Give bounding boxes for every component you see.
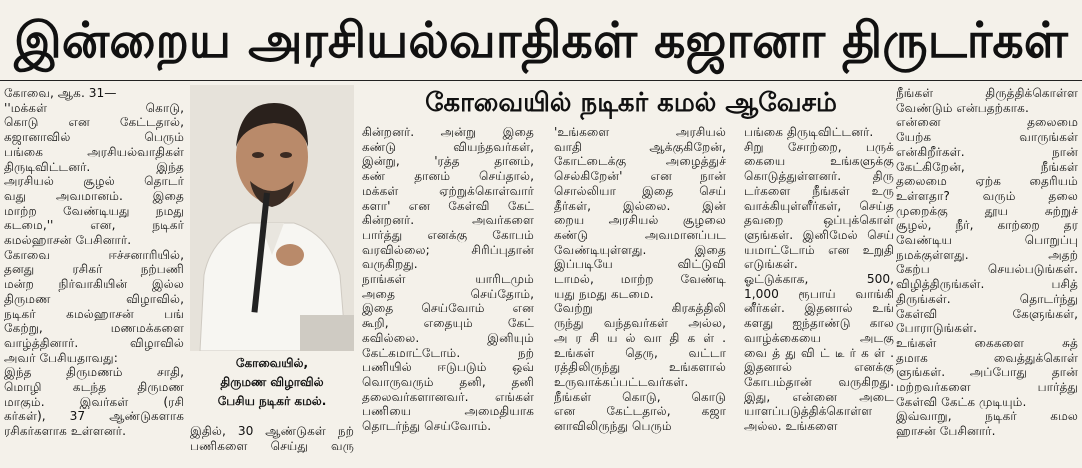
text-line: ளுங்கள். அப்போது தான் bbox=[896, 365, 1078, 380]
text-line: நமக்குள்ளது. அதற் bbox=[896, 247, 1078, 262]
text-line: உருவாக்கப்பட்டவர்கள். bbox=[554, 374, 689, 389]
text-line: அதை செய்தோம், bbox=[362, 286, 534, 301]
text-line: உங்கள் தெரு, வட்டா bbox=[554, 345, 726, 360]
text-line: மாற்ற வேண்டியது நமது bbox=[4, 203, 184, 218]
text-line: இப்படியே விட்டுவி bbox=[554, 257, 726, 272]
article-column-1 bbox=[4, 86, 184, 468]
text-line: என்கிறீர்கள். நான் bbox=[896, 144, 1078, 159]
text-line: றைய அரசியல் சூழலை bbox=[554, 213, 726, 228]
text-line: களா' என கேள்வி கேட் bbox=[362, 198, 534, 213]
text-line: விழித்திருங்கள். பசித் bbox=[896, 277, 1078, 292]
text-line: வாதி ஆக்குகிறேன், bbox=[554, 139, 726, 154]
text-line: மன்ற நிர்வாகியின் இல்ல bbox=[4, 277, 184, 292]
text-line: கோவை ஈச்சனாரியில், bbox=[4, 247, 184, 262]
text-line: தொடர்ந்து செய்வோம். bbox=[362, 419, 492, 434]
photo-caption-line-2: திருமண விழாவில் bbox=[220, 375, 324, 389]
photo-caption bbox=[190, 354, 354, 414]
text-line: நடிகர் கமல்ஹாசன் பங் bbox=[4, 306, 184, 321]
article-column-2 bbox=[362, 125, 534, 468]
text-line: பங்கை திருடிவிட்டனர். bbox=[744, 125, 874, 139]
text-line: மற்றவர்களை பார்த்து bbox=[896, 380, 1078, 395]
text-line: தவறை ஒப்புக்கொள் bbox=[744, 213, 894, 228]
text-line: னாவிலிருந்து பெரும் bbox=[554, 419, 672, 434]
text-line: ''மக்கள் கொடு, bbox=[4, 100, 184, 115]
text-line: வாழ்த்தினார். விழாவில் bbox=[4, 335, 184, 350]
text-line: நீங்கள் திருத்திக்கொள்ள bbox=[896, 86, 1078, 100]
text-line: எடுங்கள். bbox=[744, 257, 798, 272]
text-line: கஜானாவில் பெரும் bbox=[4, 130, 184, 145]
text-line: 1,000 ரூபாய் வாங்கி bbox=[744, 286, 894, 301]
text-line: தனது ரசிகர் நற்பணி bbox=[4, 262, 184, 277]
text-line: கொடு என கேட்டதால், bbox=[4, 115, 184, 130]
text-line: நீங்கள் கொடு, கொடு bbox=[554, 389, 726, 404]
text-line: பங்கை அரசியல்வாதிகள் bbox=[4, 144, 184, 159]
text-line: பணியை அமைதியாக bbox=[362, 404, 534, 419]
text-line: போராடுங்கள். bbox=[896, 321, 977, 336]
text-line: சொல்லியா இதை செய் bbox=[554, 183, 726, 198]
text-line: 'உங்களை அரசியல் bbox=[554, 125, 726, 139]
text-line: வேற்று கிரகத்திலி bbox=[554, 301, 726, 316]
text-line: நாங்கள் யாரிடமும் bbox=[362, 272, 534, 287]
text-line: கையை உங்களுக்கு bbox=[744, 154, 894, 169]
text-line: கொடுத்துள்ளனர். திரு bbox=[744, 169, 894, 184]
text-line: என கேட்டதால், கஜா bbox=[554, 404, 726, 419]
text-line: இந்த திருமணம் சாதி, bbox=[4, 365, 184, 380]
text-line: சிறு சோற்றை, பருக் bbox=[744, 139, 894, 154]
text-line: வது அவமானம். இதை bbox=[4, 188, 184, 203]
article-photo bbox=[190, 85, 354, 351]
text-line: திருமண விழாவில், bbox=[4, 291, 184, 306]
text-line: கண்டு அவமானப்பட bbox=[554, 227, 726, 242]
text-line: கின்றனர். அன்று இதை bbox=[362, 125, 534, 139]
text-line: மக்கள் ஏற்றுக்கொள்வார் bbox=[362, 183, 534, 198]
text-line: வாக்கியுள்ளீர்கள், செய்த bbox=[744, 198, 894, 213]
subheadline: கோவையில் நடிகர் கமல் ஆவேசம் bbox=[425, 88, 837, 118]
text-line: பார்த்து எனக்கு கோபம் bbox=[362, 227, 534, 242]
text-line: கேள்வி கேட்க முடியும். bbox=[896, 394, 1027, 409]
text-line: இதில், 30 ஆண்டுகள் நற் bbox=[190, 424, 354, 438]
text-line: பணிகளை செய்து வரு bbox=[190, 438, 354, 453]
text-line: கேட்கிறேன், நீங்கள் bbox=[896, 159, 1078, 174]
text-line: யேற்க வாருங்கள் bbox=[896, 130, 1078, 145]
text-line: கேள்வி கேளுங்கள், bbox=[896, 306, 1078, 321]
text-line: கின்றனர். அவர்களை bbox=[362, 213, 534, 228]
article-column-4 bbox=[744, 125, 894, 468]
headline: இன்றைய அரசியல்வாதிகள் கஜானா திருடர்கள் bbox=[14, 12, 1068, 69]
text-line: ரத்திலிருந்து உங்களால் bbox=[554, 360, 726, 375]
text-line: கமல்ஹாசன் பேசினார். bbox=[4, 233, 132, 248]
text-line: கண்டு வியந்தவர்கள், bbox=[362, 139, 534, 154]
text-line: டர்களை நீங்கள் உரு bbox=[744, 183, 894, 198]
text-line: தீர்கள், இல்லை. இன் bbox=[554, 198, 726, 213]
text-line: இது, என்னை அடை bbox=[744, 389, 894, 404]
text-line: வேண்டியுள்ளது. இதை bbox=[554, 242, 726, 257]
headline-rule bbox=[0, 80, 1082, 81]
text-line: தலைவர்களானவர். எங்கள் bbox=[362, 389, 534, 404]
text-line: யமாட்டோம் என உறுதி bbox=[744, 242, 894, 257]
text-line: ருந்து வந்தவர்கள் அல்ல, bbox=[554, 316, 726, 331]
text-line: மொழி கடந்த திருமண bbox=[4, 380, 184, 395]
text-line: இதை செய்வோம் என bbox=[362, 301, 534, 316]
text-line: னீர்கள். இதனால் உங் bbox=[744, 301, 894, 316]
text-line: கடமை,'' என, நடிகர் bbox=[4, 218, 184, 233]
text-line: வருகிறது. bbox=[362, 257, 418, 272]
photo-caption-line-3: பேசிய நடிகர் கமல். bbox=[217, 394, 327, 408]
text-line: ரசிகர்களாக உள்ளனர். bbox=[4, 424, 126, 439]
text-line: உள்ளதா? வரும் தலை bbox=[896, 188, 1078, 203]
article-column-1-continued bbox=[190, 424, 354, 468]
text-line: கோவை, ஆக. 31— bbox=[4, 86, 117, 100]
text-line: செல்கிறேன்' என நான் bbox=[554, 169, 726, 184]
text-line: வொருவரும் தனி, தனி bbox=[362, 374, 534, 389]
text-line: கூறி, எதையும் கேட் bbox=[362, 316, 534, 331]
text-line: வேண்டிய பொறுப்பு bbox=[896, 233, 1078, 248]
text-line: வை த் து வி ட் டீ ர் க ள் . bbox=[744, 345, 894, 360]
text-line: இதனால் எனக்கு bbox=[744, 360, 894, 375]
text-line: இன்று, 'ரத்த தானம், bbox=[362, 154, 534, 169]
text-line: ஹாசன் பேசினார். bbox=[896, 424, 996, 439]
text-line: யது நமது கடமை. bbox=[554, 286, 654, 301]
article-column-5 bbox=[896, 86, 1078, 468]
text-line: வாழ்க்கையை அடகு bbox=[744, 330, 894, 345]
text-line: யாளப்படுத்திக்கொள்ள bbox=[744, 404, 873, 419]
text-line: அ ர சி ய ல் வா தி க ள் . bbox=[554, 330, 726, 345]
text-line: தலைமை ஏற்க தைரியம் bbox=[896, 174, 1078, 189]
text-line: கேற்ப செயல்படுங்கள். bbox=[896, 262, 1078, 277]
text-line: தமாக வைத்துக்கொள் bbox=[896, 350, 1078, 365]
text-line: கேற்று, மணமக்களை bbox=[4, 321, 184, 336]
text-line: திருங்கள். தொடர்ந்து bbox=[896, 291, 1078, 306]
text-line: இவ்வாறு, நடிகர் கமல bbox=[896, 409, 1078, 424]
text-line: வேண்டும் என்பதற்காக. bbox=[896, 100, 1029, 115]
text-line: களது ஐந்தாண்டு கால bbox=[744, 316, 894, 331]
text-line: அவர் பேசியதாவது: bbox=[4, 350, 118, 365]
text-line: பணியில் ஈடுபடும் ஒவ் bbox=[362, 360, 534, 375]
text-line: கண் தானம் செய்தால், bbox=[362, 169, 534, 184]
speaker-photo-illustration bbox=[190, 85, 354, 351]
text-line: கவில்லை. இனியும் bbox=[362, 330, 534, 345]
text-line: வரவில்லை; சிரிப்புதான் bbox=[362, 242, 534, 257]
photo-caption-line-1: கோவையில், bbox=[235, 356, 309, 370]
text-line: கர்கள்), 37 ஆண்டுகளாக bbox=[4, 409, 184, 424]
text-line: மாகும். இவர்கள் (ரசி bbox=[4, 394, 184, 409]
text-line: கோட்டைக்கு அழைத்துச் bbox=[554, 154, 726, 169]
text-line: என்னை தலைமை bbox=[896, 115, 1078, 130]
text-line: உங்கள் கைகளை சுத் bbox=[896, 335, 1078, 350]
text-line: அல்ல. உங்களை bbox=[744, 419, 838, 434]
text-line: சூழல், நீர், காற்றை தர bbox=[896, 218, 1078, 233]
text-line: கேட்கமாட்டோம். நற் bbox=[362, 345, 534, 360]
text-line: ளுங்கள். இனிமேல் செய் bbox=[744, 227, 894, 242]
text-line: ஓட்டுக்காக, 500, bbox=[744, 272, 894, 287]
text-line: திருடிவிட்டனர். இந்த bbox=[4, 159, 184, 174]
text-line: அரசியல் சூழல் தொடர் bbox=[4, 174, 184, 189]
text-line: கோபம்தான் வருகிறது. bbox=[744, 374, 894, 389]
text-line: முறைக்கு தூய சுற்றுச் bbox=[896, 203, 1078, 218]
text-line: டாமல், மாற்ற வேண்டி bbox=[554, 272, 726, 287]
article-column-3 bbox=[554, 125, 726, 468]
